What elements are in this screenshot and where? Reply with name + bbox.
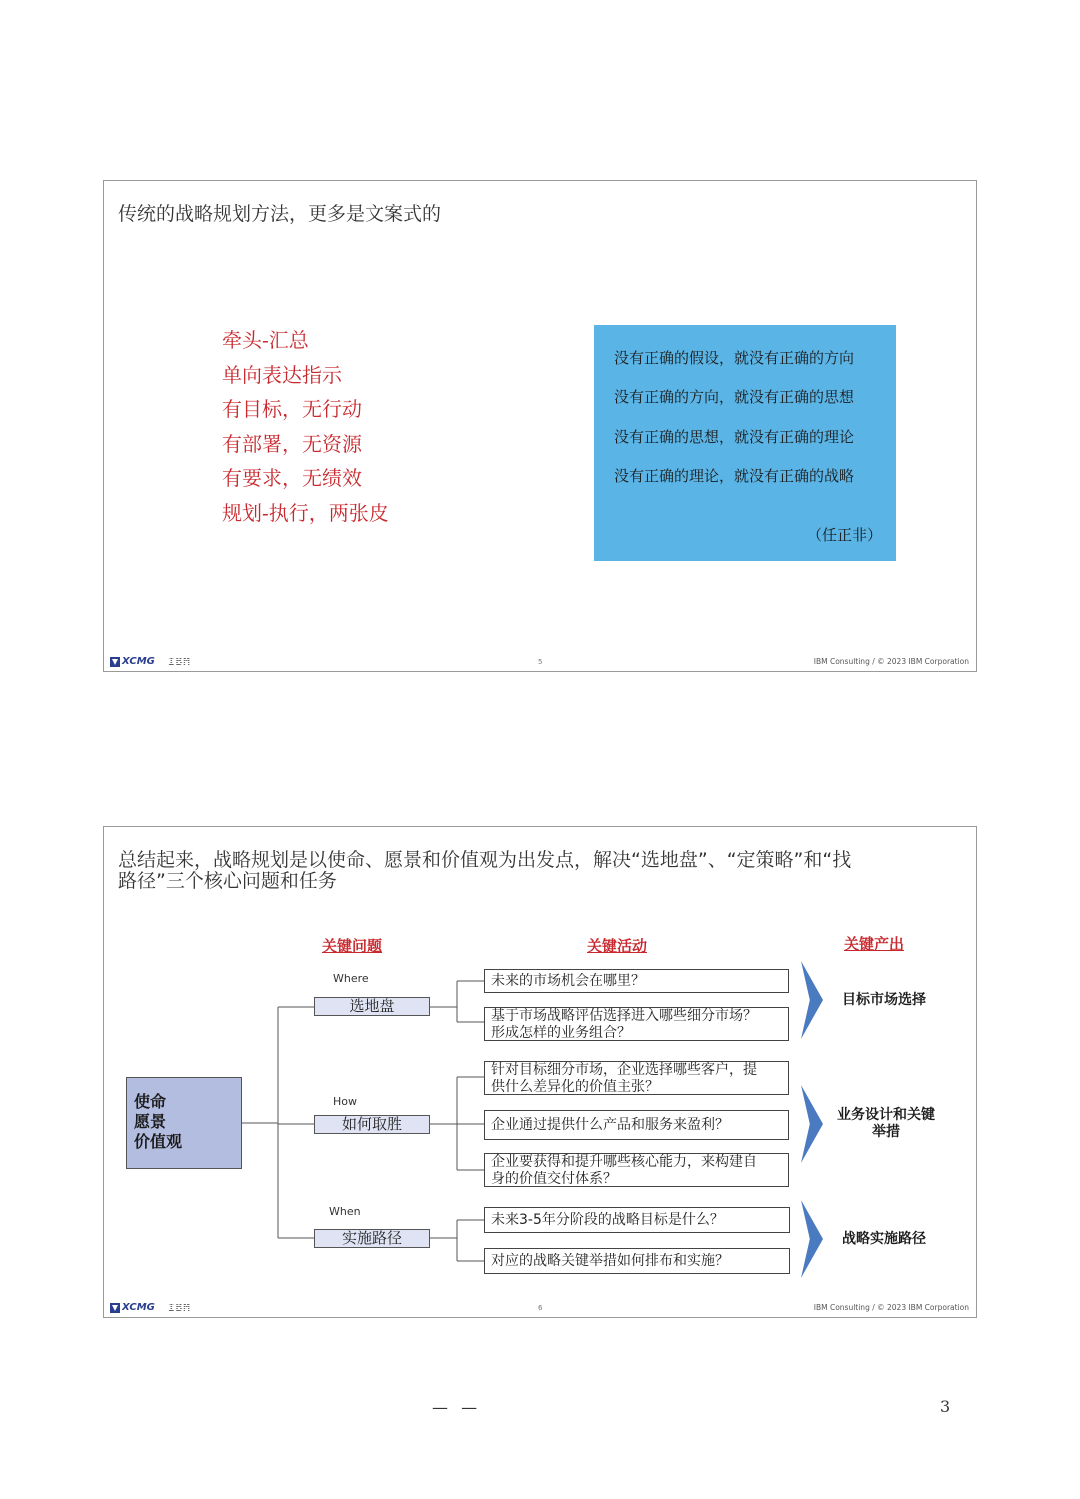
activity-text: 未来的市场机会在哪里？ <box>491 973 645 989</box>
copyright: IBM Consulting / © 2023 IBM Corporation <box>813 657 969 666</box>
activity-text: 企业通过提供什么产品和服务来盈利？ <box>491 1117 729 1133</box>
issue-item: 有要求，无绩效 <box>222 466 362 490</box>
copyright: IBM Consulting / © 2023 IBM Corporation <box>813 1303 969 1312</box>
output-target-market <box>832 992 936 1009</box>
issue-item: 有目标，无行动 <box>222 397 362 421</box>
activity-box <box>484 1110 789 1140</box>
question-how-to-win: 如何取胜 <box>314 1115 430 1134</box>
activity-box <box>484 1061 789 1095</box>
issue-item: 牵头-汇总 <box>222 328 309 352</box>
slide-1-title: 传统的战略规划方法，更多是文案式的 <box>118 203 442 225</box>
xcmg-logo: XCMG <box>110 1302 162 1314</box>
slide-page-number: 5 <box>538 658 543 666</box>
activity-box <box>484 1007 789 1041</box>
slide-footer <box>104 1299 976 1317</box>
quote-box <box>594 325 896 561</box>
output-text: 目标市场选择 <box>842 992 926 1008</box>
output-text: 业务设计和关键 <box>837 1107 935 1123</box>
slide-2-title-line1: 总结起来，战略规划是以使命、愿景和价值观为出发点，解决“选地盘”、“定策略”和“找 <box>118 849 852 871</box>
activity-text: 针对目标细分市场，企业选择哪些客户，提 <box>491 1062 757 1078</box>
when-label: When <box>329 1205 361 1218</box>
question-implementation-path: 实施路径 <box>314 1229 430 1248</box>
quote-line: 没有正确的方向，就没有正确的思想 <box>614 388 855 406</box>
activity-text: 形成怎样的业务组合？ <box>491 1025 631 1041</box>
ibm-logo: IBM <box>168 1301 191 1314</box>
activity-text: 未来3-5年分阶段的战略目标是什么？ <box>491 1212 724 1228</box>
activity-box <box>484 1153 789 1187</box>
mission-vision-values-box <box>126 1077 242 1169</box>
issue-item: 单向表达指示 <box>222 362 342 387</box>
output-business-design <box>832 1107 940 1141</box>
output-text: 举措 <box>872 1124 900 1140</box>
vision-label: 愿景 <box>134 1112 167 1131</box>
slide-2 <box>103 826 977 1318</box>
activity-text: 身的价值交付体系？ <box>491 1171 617 1187</box>
values-label: 价值观 <box>134 1132 183 1151</box>
slide-footer <box>104 653 976 671</box>
activity-text: 基于市场战略评估选择进入哪些细分市场？ <box>491 1008 757 1024</box>
activity-box <box>484 969 789 993</box>
slide-1 <box>103 180 977 672</box>
activity-box <box>484 1248 790 1274</box>
traditional-issues-list <box>222 323 389 530</box>
quote-author: （任正非） <box>806 526 882 544</box>
question-select-territory: 选地盘 <box>314 997 430 1016</box>
slide-page-number: 6 <box>538 1304 543 1312</box>
quote-line: 没有正确的思想，就没有正确的理论 <box>614 428 855 446</box>
mission-label: 使命 <box>134 1092 167 1111</box>
header-key-questions: 关键问题 <box>322 937 383 955</box>
issue-item: 规划-执行，两张皮 <box>222 500 389 525</box>
output-text: 战略实施路径 <box>842 1231 926 1247</box>
activity-box <box>484 1207 790 1233</box>
output-implementation-path <box>832 1231 936 1248</box>
how-label: How <box>333 1095 357 1108</box>
activity-text: 企业要获得和提升哪些核心能力，来构建自 <box>491 1154 757 1170</box>
quote-line: 没有正确的假设，就没有正确的方向 <box>614 349 855 367</box>
where-label: Where <box>333 972 369 985</box>
header-key-outputs: 关键产出 <box>844 935 905 953</box>
header-key-activities: 关键活动 <box>587 937 648 955</box>
slide-2-title-line2: 路径”三个核心问题和任务 <box>118 870 337 892</box>
quote-line: 没有正确的理论，就没有正确的战略 <box>614 467 855 485</box>
issue-item: 有部署，无资源 <box>222 431 362 456</box>
xcmg-logo: XCMG <box>110 656 162 668</box>
page-number: 3 <box>940 1397 951 1416</box>
ibm-logo: IBM <box>168 655 191 668</box>
activity-text: 供什么差异化的价值主张？ <box>491 1079 659 1095</box>
activity-text: 对应的战略关键举措如何排布和实施？ <box>491 1253 729 1269</box>
page-footer-dashes: — — <box>432 1398 482 1417</box>
